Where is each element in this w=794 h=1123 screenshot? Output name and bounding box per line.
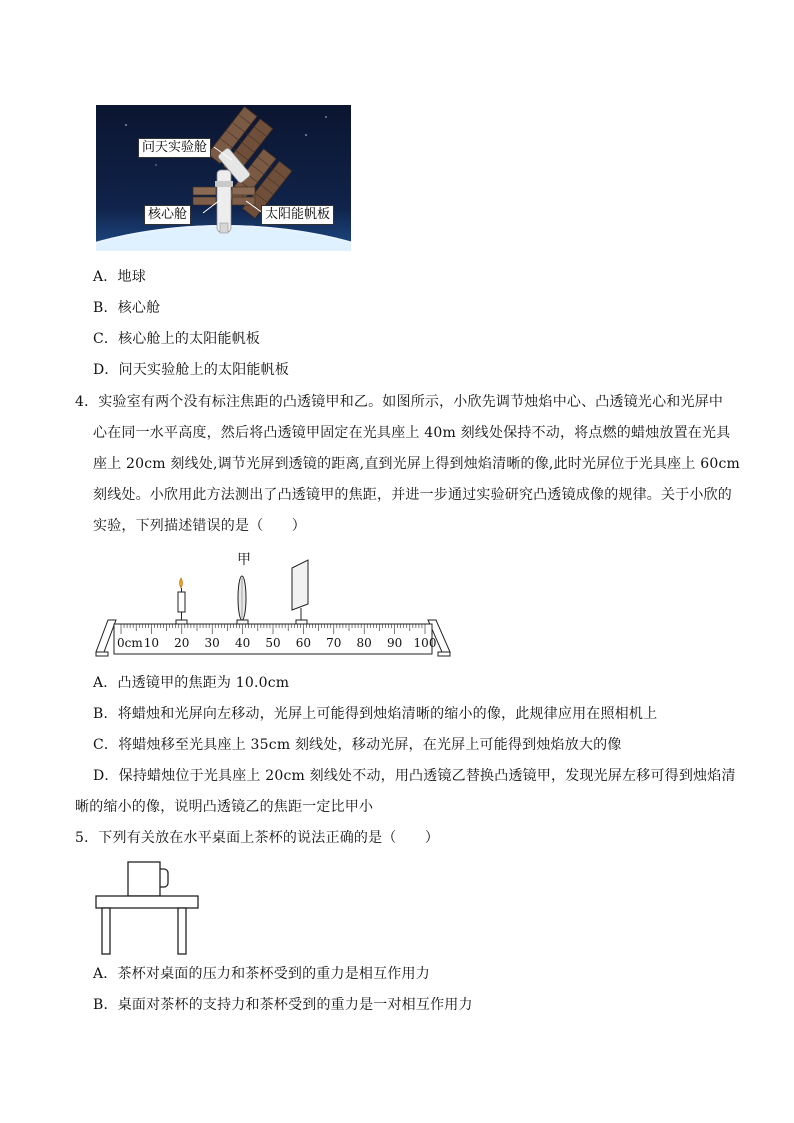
lens-label: 甲: [237, 552, 251, 568]
scale-tick-label: 100: [413, 636, 437, 650]
q3-option-a: A．地球: [93, 269, 146, 285]
q4-option-a: A．凸透镜甲的焦距为 10.0cm: [93, 675, 290, 691]
candle: [176, 578, 187, 624]
scale-tick-label: 30: [204, 636, 220, 650]
q4-stem-line-3: 座上 20cm 刻线处,调节光屏到透镜的距离,直到光屏上得到烛焰清晰的像,此时光屏位于光具座上 60cm: [93, 456, 740, 472]
light-screen: [292, 560, 308, 624]
scale-tick-label: 90: [386, 636, 403, 650]
space-station-image: [96, 105, 351, 251]
teacup: [128, 862, 168, 896]
scale-tick-label: 70: [326, 636, 342, 650]
scale-tick-label: 40: [234, 636, 251, 650]
q5-option-b: B．桌面对茶杯的支持力和茶杯受到的重力是一对相互作用力: [93, 997, 473, 1013]
solar-panel-label: 太阳能帆板: [261, 205, 334, 225]
scale-tick-label: 50: [265, 636, 281, 650]
q4-stem-line-4: 刻线处。小欣用此方法测出了凸透镜甲的焦距，并进一步通过实验研究凸透镜成像的规律。关于小欣的: [93, 487, 732, 503]
convex-lens: [237, 576, 248, 624]
scale-tick-label: 0cm: [117, 636, 143, 650]
q5-stem: 5．下列有关放在水平桌面上茶杯的说法正确的是（ ）: [75, 830, 440, 846]
wentian-module-label: 问天实验舱: [138, 138, 211, 158]
scale-tick-label: 10: [143, 636, 160, 650]
q5-option-a: A．茶杯对桌面的压力和茶杯受到的重力是相互作用力: [93, 966, 430, 982]
q4-option-c: C．将蜡烛移至光具座上 35cm 刻线处，移动光屏，在光屏上可能得到烛焰放大的像: [93, 737, 622, 753]
q3-option-b: B．核心舱: [93, 300, 161, 316]
space-station-photo: [96, 105, 351, 251]
core-module-label: 核心舱: [144, 205, 191, 225]
scale-tick-label: 60: [295, 636, 312, 650]
q4-stem-line-5: 实验，下列描述错误的是（ ）: [93, 518, 306, 534]
table: [96, 896, 198, 954]
teacup-on-table-figure: [94, 856, 204, 958]
q4-stem-line-1: 4．实验室有两个没有标注焦距的凸透镜甲和乙。如图所示，小欣先调节烛焰中心、凸透镜光心和光屏中: [75, 394, 724, 410]
q3-option-d: D．问天实验舱上的太阳能帆板: [93, 362, 290, 378]
scale-tick-label: 20: [174, 636, 190, 650]
q4-option-b: B．将蜡烛和光屏向左移动，光屏上可能得到烛焰清晰的缩小的像，此规律应用在照相机上: [93, 706, 658, 722]
q4-stem-line-2: 心在同一水平高度，然后将凸透镜甲固定在光具座上 40m 刻线处保持不动，将点燃的蜡烛放置在光具: [93, 425, 731, 441]
q3-option-c: C．核心舱上的太阳能帆板: [93, 331, 261, 347]
scale-tick-label: 80: [356, 636, 372, 650]
q4-option-d-line-1: D．保持蜡烛位于光具座上 20cm 刻线处不动，用凸透镜乙替换凸透镜甲，发现光屏左移可得到烛焰清: [93, 768, 736, 784]
q4-option-d-line-2: 晰的缩小的像，说明凸透镜乙的焦距一定比甲小: [75, 799, 374, 815]
optical-bench-figure: [94, 548, 454, 660]
